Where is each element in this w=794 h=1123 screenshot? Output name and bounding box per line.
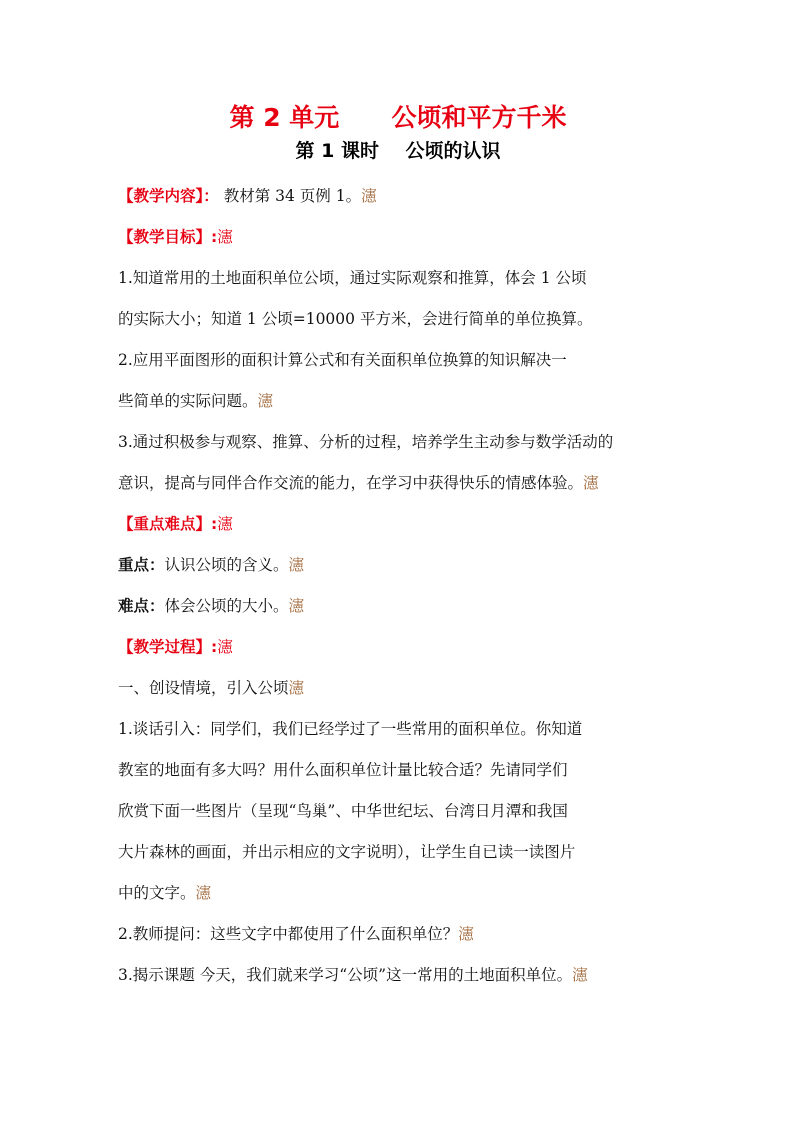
- watermark-glyph: 瀗: [217, 228, 233, 246]
- watermark-glyph: 瀗: [288, 597, 305, 615]
- process-line: 2.教师提问：这些文字中都使用了什么面积单位？瀗: [118, 925, 474, 943]
- watermark-glyph: 瀗: [361, 187, 377, 205]
- watermark-glyph: 瀗: [572, 966, 588, 984]
- process-line: 欣赏下面一些图片（呈现“鸟巢”、中华世纪坛、台湾日月潭和我国: [118, 802, 568, 820]
- watermark-glyph: 瀗: [583, 474, 599, 492]
- watermark-glyph: 瀗: [458, 925, 474, 943]
- process-heading-line: 【教学过程】:瀗: [118, 638, 233, 656]
- content-heading: 【教学内容】: [118, 187, 204, 205]
- process-line: 一、创设情境，引入公顷瀗: [118, 679, 305, 697]
- goal-line: 2.应用平面图形的面积计算公式和有关面积单位换算的知识解决一: [118, 351, 567, 369]
- content-text: 教材第 34 页例 1。: [223, 187, 362, 205]
- key-label: 重点：: [118, 556, 165, 574]
- watermark-glyph: 瀗: [288, 679, 305, 697]
- hard-text: 体会公顷的大小。: [164, 597, 289, 615]
- process-heading: 【教学过程】: [118, 638, 212, 656]
- keypoints-heading: 【重点难点】: [118, 515, 212, 533]
- hard-point-line: [118, 586, 678, 627]
- lesson-subtitle: 第 1 课时 公顷的认识: [295, 140, 501, 162]
- process-line: 3.揭示课题 今天，我们就来学习“公顷”这一常用的土地面积单位。瀗: [118, 966, 588, 984]
- process-line: 中的文字。瀗: [118, 884, 212, 902]
- goals-heading-line: 【教学目标】:瀗: [118, 228, 233, 246]
- goal-line: 1.知道常用的土地面积单位公顷，通过实际观察和推算，体会 1 公顷: [118, 269, 587, 287]
- watermark-glyph: 瀗: [217, 638, 233, 656]
- content-line: 【教学内容】： 教材第 34 页例 1。瀗: [118, 187, 377, 205]
- process-line: 大片森林的画面，并出示相应的文字说明），让学生自已读一读图片: [118, 843, 576, 861]
- watermark-glyph: 瀗: [217, 515, 233, 533]
- watermark-glyph: 瀗: [195, 884, 212, 902]
- process-line: 1.谈话引入：同学们，我们已经学过了一些常用的面积单位。你知道: [118, 720, 583, 738]
- goal-line: 的实际大小；知道 1 公顷=10000 平方米，会进行简单的单位换算。: [118, 310, 593, 328]
- watermark-glyph: 瀗: [257, 392, 274, 410]
- watermark-glyph: 瀗: [288, 556, 305, 574]
- document-page: [118, 100, 678, 996]
- process-line: 教室的地面有多大吗？用什么面积单位计量比较合适？先请同学们: [118, 761, 568, 779]
- key-text: 认识公顷的含义。: [164, 556, 289, 574]
- keypoints-heading-line: 【重点难点】:瀗: [118, 515, 233, 533]
- unit-title: 第 2 单元 公顷和平方千米: [229, 103, 567, 132]
- goal-line: 意识，提高与同伴合作交流的能力，在学习中获得快乐的情感体验。瀗: [118, 474, 599, 492]
- goal-line: 些简单的实际问题。瀗: [118, 392, 274, 410]
- goals-heading: 【教学目标】: [118, 228, 212, 246]
- goal-line: 3.通过积极参与观察、推算、分析的过程，培养学生主动参与数学活动的: [118, 433, 614, 451]
- key-point-line: [118, 545, 678, 586]
- hard-label: 难点：: [118, 597, 165, 615]
